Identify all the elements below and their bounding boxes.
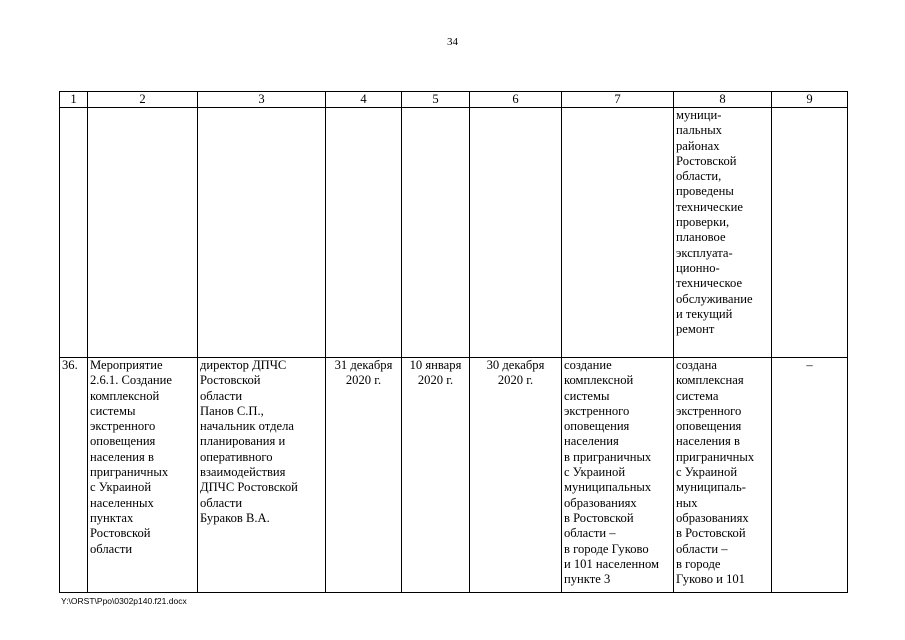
header-cell-9: 9 <box>772 92 848 108</box>
page-number: 34 <box>447 36 458 48</box>
cont-cell-7 <box>562 108 674 358</box>
cont-cell-3 <box>198 108 326 358</box>
planned-end-date: 10 января 2020 г. <box>402 358 470 593</box>
expected-result: создание комплексной системы экстренного оповещения населения в приграничных с Украиной муниципальных образованиях в Ростовской области – в городе Гуково и 101 населенном пункте 3 <box>562 358 674 593</box>
cont-cell-6 <box>470 108 562 358</box>
header-cell-7: 7 <box>562 92 674 108</box>
report-table <box>59 91 848 593</box>
header-cell-6: 6 <box>470 92 562 108</box>
cont-cell-9 <box>772 108 848 358</box>
table-row-continuation <box>60 108 848 358</box>
note: – <box>772 358 848 593</box>
cont-cell-2 <box>88 108 198 358</box>
header-cell-1: 1 <box>60 92 88 108</box>
file-path-footer: Y:\ORST\Ppo\0302p140.f21.docx <box>61 596 187 606</box>
table-row-36 <box>60 358 848 593</box>
header-cell-4: 4 <box>326 92 402 108</box>
row-number: 36. <box>60 358 88 593</box>
planned-start-date: 31 декабря 2020 г. <box>326 358 402 593</box>
header-row <box>60 92 848 108</box>
responsible-person: директор ДПЧС Ростовской области Панов С.П., начальник отдела планирования и оперативного взаимодействия ДПЧС Ростовской области Бураков В.А. <box>198 358 326 593</box>
cont-cell-4 <box>326 108 402 358</box>
actual-result: создана комплексная система экстренного оповещения населения в приграничных с Украиной муниципаль- ных образованиях в Ростовской области – в городе Гуково и 101 <box>674 358 772 593</box>
header-cell-3: 3 <box>198 92 326 108</box>
header-cell-5: 5 <box>402 92 470 108</box>
actual-date: 30 декабря 2020 г. <box>470 358 562 593</box>
event-name: Мероприятие 2.6.1. Создание комплексной системы экстренного оповещения населения в приграничных с Украиной населенных пунктах Ростовской области <box>88 358 198 593</box>
cont-actual-result: муници- пальных районах Ростовской области, проведены технические проверки, плановое эксплуата- ционно- техническое обслуживание и текущий ремонт <box>674 108 772 358</box>
cont-cell-5 <box>402 108 470 358</box>
header-cell-2: 2 <box>88 92 198 108</box>
header-cell-8: 8 <box>674 92 772 108</box>
cont-cell-1 <box>60 108 88 358</box>
